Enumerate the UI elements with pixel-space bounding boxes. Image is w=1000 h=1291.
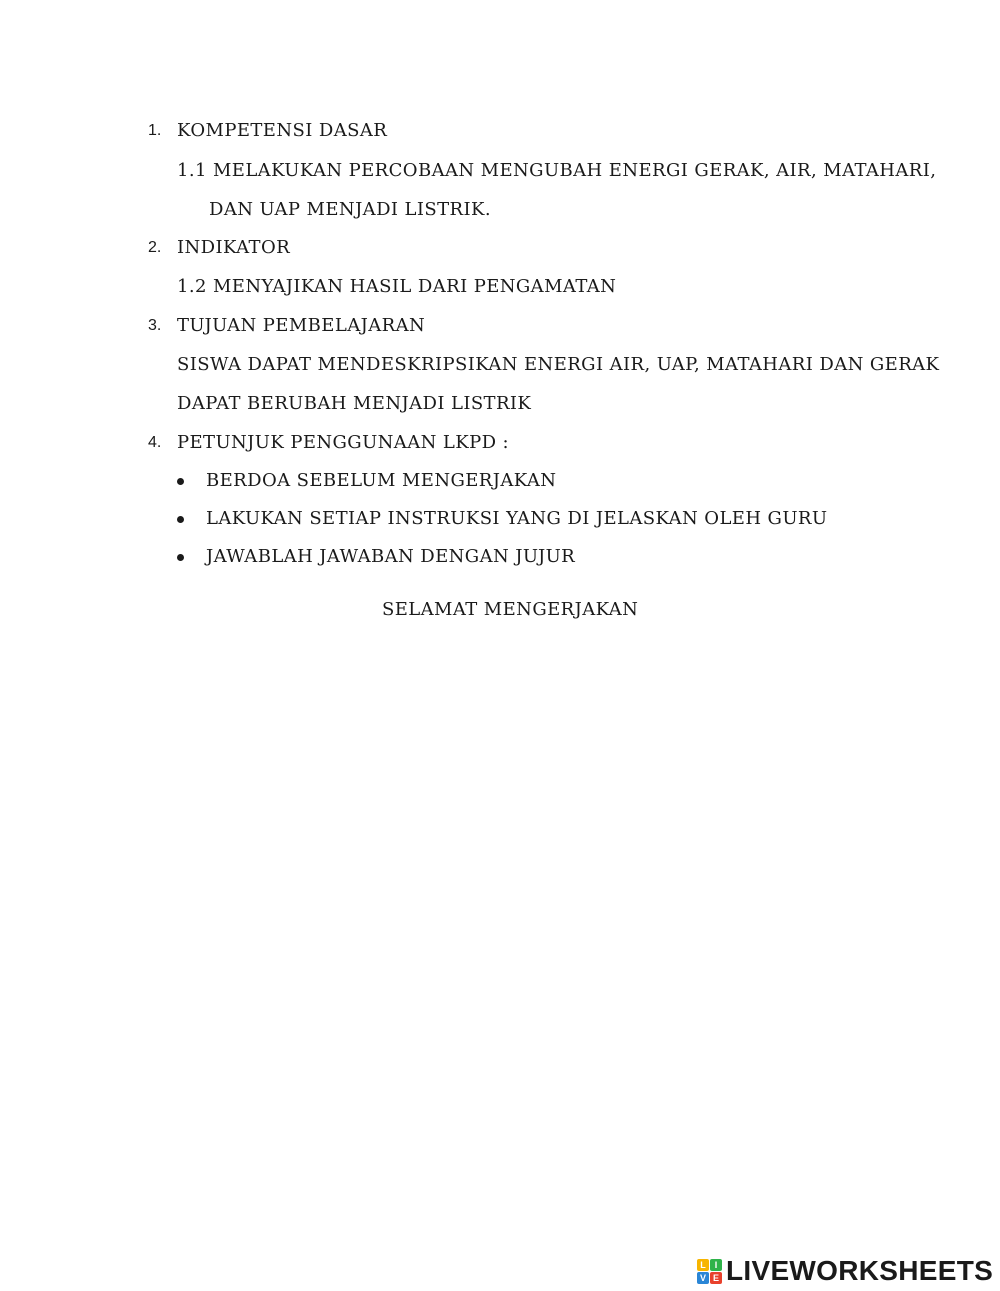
- liveworksheets-logo[interactable]: [697, 1254, 993, 1288]
- bullet-icon: [177, 478, 184, 485]
- section-1-number: 1.: [148, 122, 162, 139]
- bullet-icon: [177, 554, 184, 561]
- section-1-line-2: DAN UAP MENJADI LISTRIK.: [209, 199, 491, 220]
- logo-mark-letter: I: [710, 1259, 722, 1271]
- section-3-line-2: DAPAT BERUBAH MENJADI LISTRIK: [177, 393, 532, 414]
- liveworksheets-mark-icon: [697, 1259, 722, 1284]
- logo-text: LIVEWORKSHEETS: [726, 1255, 994, 1286]
- bullet-item-3: JAWABLAH JAWABAN DENGAN JUJUR: [206, 546, 576, 567]
- section-3-line-1: SISWA DAPAT MENDESKRIPSIKAN ENERGI AIR, UAP, MATAHARI DAN GERAK: [177, 354, 940, 375]
- section-3-heading: TUJUAN PEMBELAJARAN: [177, 315, 426, 336]
- bullet-icon: [177, 516, 184, 523]
- section-2-line-1: 1.2 MENYAJIKAN HASIL DARI PENGAMATAN: [177, 276, 617, 297]
- section-1-line-1: 1.1 MELAKUKAN PERCOBAAN MENGUBAH ENERGI GERAK, AIR, MATAHARI,: [177, 160, 937, 181]
- section-2-number: 2.: [148, 239, 162, 256]
- logo-mark-letter: E: [710, 1272, 722, 1284]
- bullet-item-1: BERDOA SEBELUM MENGERJAKAN: [206, 470, 557, 491]
- logo-mark-letter: L: [697, 1259, 709, 1271]
- section-4-number: 4.: [148, 434, 162, 451]
- section-2-heading: INDIKATOR: [177, 237, 291, 258]
- logo-mark-letter: V: [697, 1272, 709, 1284]
- section-3-number: 3.: [148, 317, 162, 334]
- bullet-item-2: LAKUKAN SETIAP INSTRUKSI YANG DI JELASKAN OLEH GURU: [206, 508, 828, 529]
- section-4-heading: PETUNJUK PENGGUNAAN LKPD :: [177, 432, 510, 453]
- section-1-heading: KOMPETENSI DASAR: [177, 120, 388, 141]
- closing-text: SELAMAT MENGERJAKAN: [382, 599, 639, 620]
